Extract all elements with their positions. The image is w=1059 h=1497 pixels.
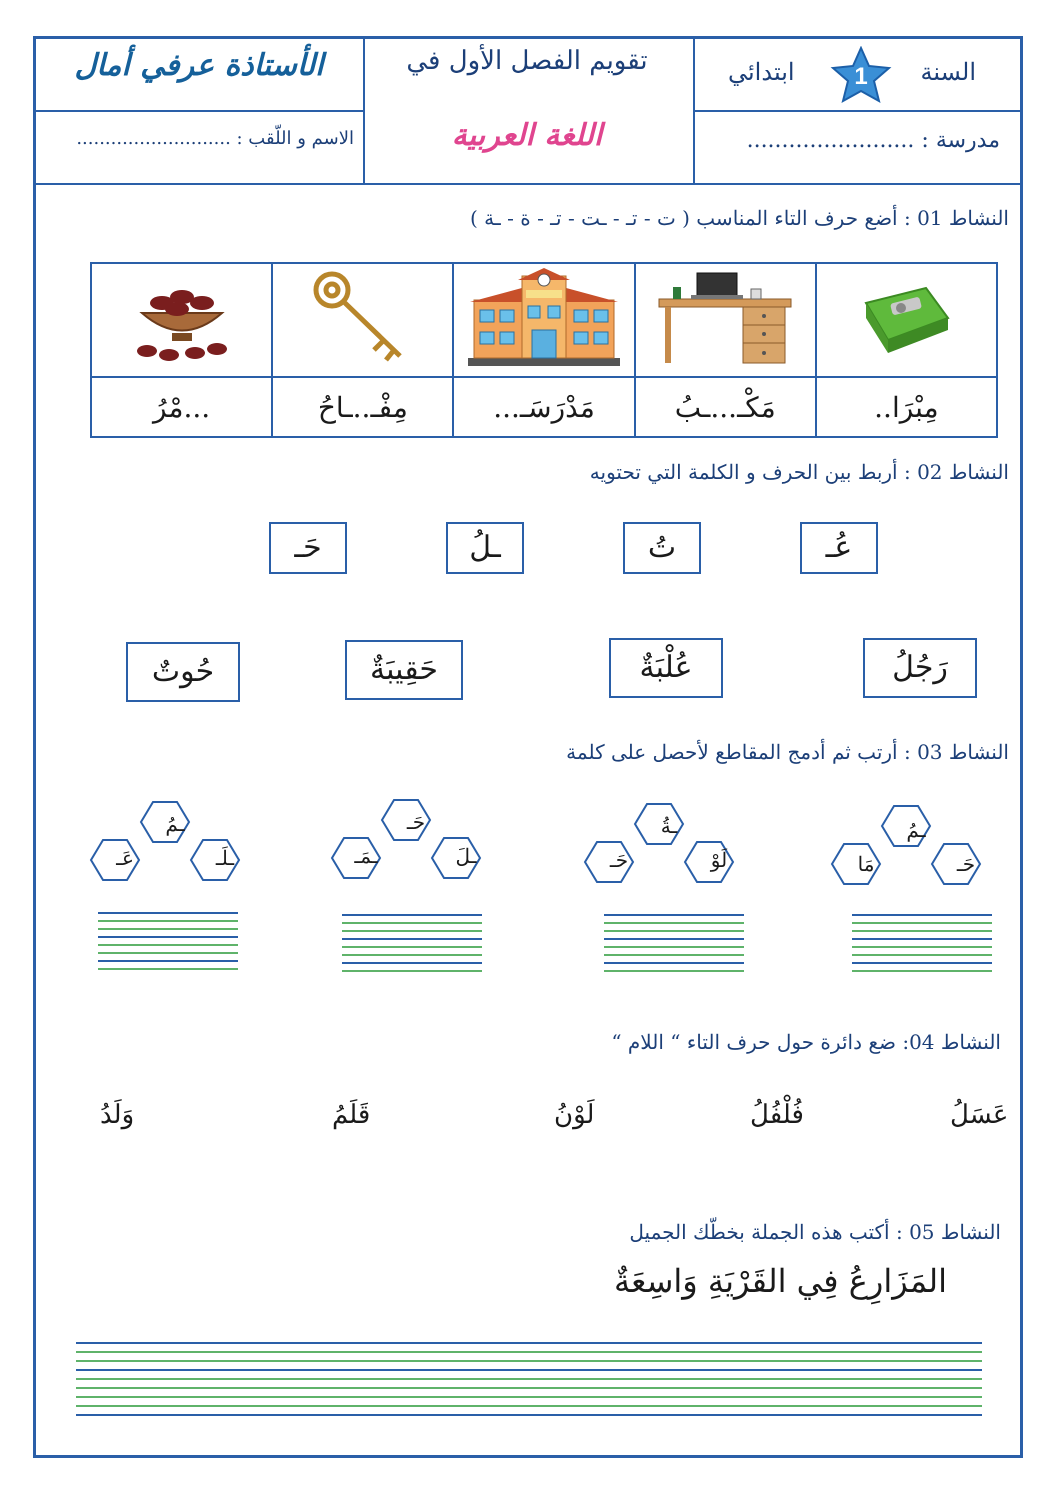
word-box[interactable]: حَقِيبَةٌ (345, 640, 463, 700)
year-number: 1 (854, 63, 868, 90)
letter-box[interactable]: ـلُ (446, 522, 524, 574)
header-bottom-line (33, 183, 1023, 185)
dates-icon (127, 273, 237, 363)
picture-cell (272, 263, 453, 377)
word-box[interactable]: حُوتٌ (126, 642, 240, 702)
syllable-left: عَـ (116, 846, 134, 870)
letter-box[interactable]: تُ (623, 522, 701, 574)
model-sentence: المَزَارِعُ فِي القَرْيَةِ وَاسِعَةٌ (613, 1262, 947, 1300)
syllable-left: مَا (857, 852, 875, 876)
syllable-right: ـلَ (455, 844, 477, 868)
syllable-group (830, 804, 1000, 896)
header-col-line-1 (363, 36, 365, 185)
syllable-top: حَـ (406, 810, 426, 834)
activity2-title: النشاط 02 : أربط بين الحرف و الكلمة التي تحتويه (589, 460, 1009, 484)
picture-cell (91, 263, 272, 377)
syllable-left: حَـ (609, 848, 629, 872)
circle-word[interactable]: وَلَدُ (100, 1100, 135, 1130)
activity4-title: النشاط 04: ضع دائرة حول حرف التاء “ اللام “ (611, 1030, 1001, 1054)
word-box[interactable]: رَجُلُ (863, 638, 977, 698)
picture-cell (816, 263, 997, 377)
circle-word[interactable]: عَسَلُ (950, 1100, 1009, 1130)
circle-word[interactable]: فُلْفُلُ (750, 1100, 804, 1130)
year-block (698, 52, 1016, 96)
name-field[interactable]: الاسم و اللّقب : ........................... (76, 128, 354, 149)
key-icon (308, 268, 418, 368)
header-divider-left (33, 110, 363, 112)
syllable-top: ـمُ (906, 818, 926, 842)
answer-lines[interactable] (342, 914, 482, 978)
activity1-table (90, 262, 998, 438)
activity1-title: النشاط 01 : أضع حرف التاء المناسب ( ت - تـ - ـت - تـ - ة - ـة ) (470, 206, 1009, 230)
syllable-right: حَـ (956, 852, 976, 876)
word-cell[interactable]: مَكْـ...ـبُ (635, 377, 816, 437)
syllable-left: ـمَـ (354, 844, 378, 868)
circle-word[interactable]: قَلَمُ (332, 1100, 371, 1130)
letter-box[interactable]: عُـ (800, 522, 878, 574)
picture-cell (453, 263, 634, 377)
exam-title: تقويم الفصل الأول في (406, 46, 648, 76)
answer-lines[interactable] (98, 912, 238, 976)
year-label: السنة (920, 58, 976, 86)
handwriting-lines[interactable] (76, 1342, 982, 1423)
desk-icon (655, 271, 795, 366)
activity5-title: النشاط 05 : أكتب هذه الجملة بخطّك الجميل (629, 1220, 1001, 1244)
syllable-top: ـمُ (165, 812, 185, 836)
word-cell[interactable]: ...مْرُ (91, 377, 272, 437)
header-col-line-2 (693, 36, 695, 185)
answer-lines[interactable] (852, 914, 992, 978)
header-divider-right (693, 110, 1023, 112)
syllable-group (583, 802, 753, 894)
word-cell[interactable]: مِفْـ..ـاحُ (272, 377, 453, 437)
sharpener-icon (856, 278, 956, 358)
circle-word[interactable]: لَوْنُ (554, 1100, 595, 1130)
syllable-right: لَوْ (710, 848, 728, 872)
syllable-group (330, 798, 500, 890)
star-icon (830, 46, 892, 104)
level-label: ابتدائي (728, 58, 795, 86)
word-box[interactable]: عُلْبَةٌ (609, 638, 723, 698)
activity3-title: النشاط 03 : أرتب ثم أدمج المقاطع لأحصل على كلمة (566, 740, 1009, 764)
teacher-name: الأستاذة عرفي أمال (74, 48, 324, 83)
syllable-group (89, 800, 259, 892)
syllable-top: ـةُ (660, 814, 678, 838)
subject-title: اللغة العربية (451, 118, 603, 153)
picture-cell (635, 263, 816, 377)
school-field[interactable]: مدرسة : ........................ (746, 128, 1000, 153)
letter-box[interactable]: حَـ (269, 522, 347, 574)
school-icon (464, 268, 624, 368)
word-cell[interactable]: مَدْرَسَـ... (453, 377, 634, 437)
answer-lines[interactable] (604, 914, 744, 978)
syllable-right: ـلَـ (215, 846, 235, 870)
word-cell[interactable]: مِبْرَا.. (816, 377, 997, 437)
